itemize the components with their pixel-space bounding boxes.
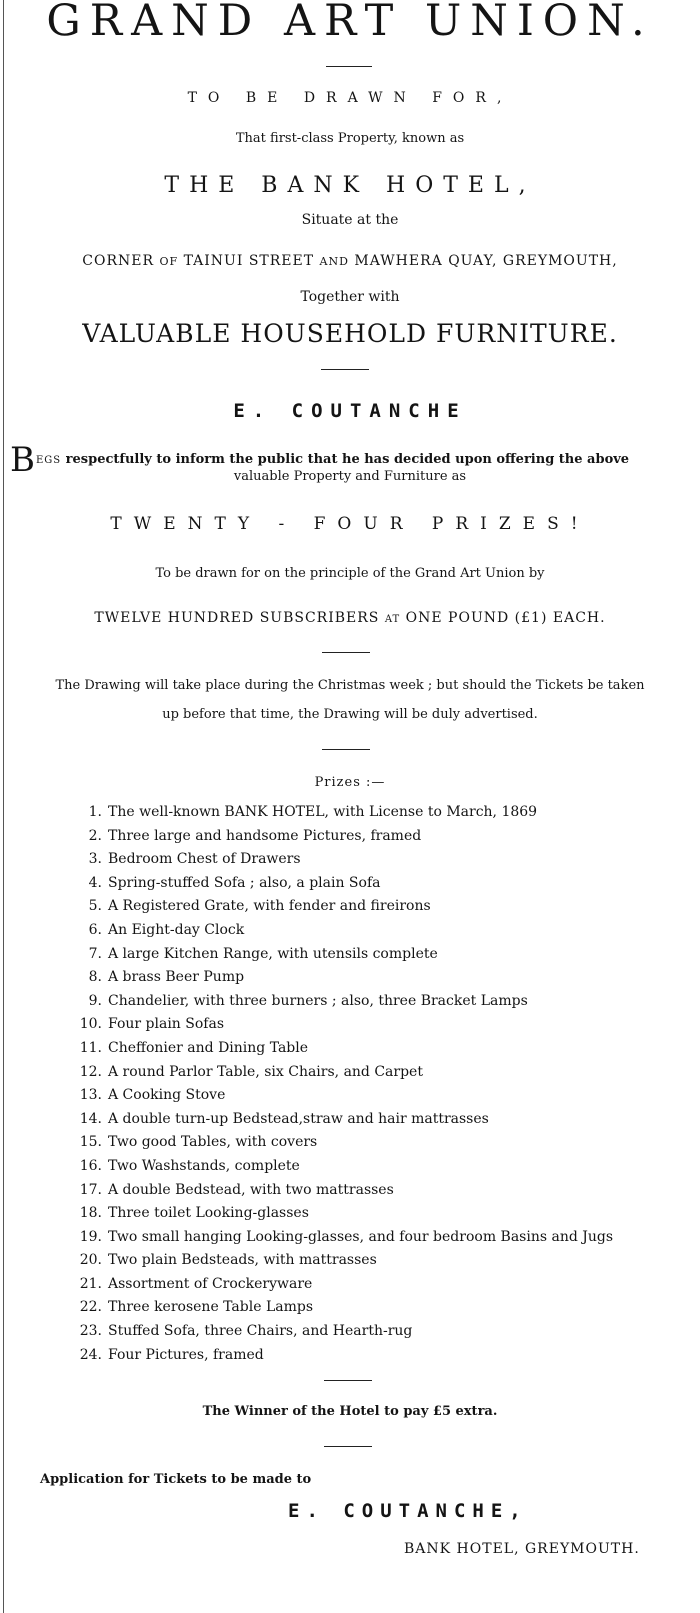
divider xyxy=(326,66,372,67)
prize-number: 19. xyxy=(79,1228,102,1245)
prize-text: Bedroom Chest of Drawers xyxy=(108,851,301,868)
divider xyxy=(324,1380,372,1381)
prize-text: A round Parlor Table, six Chairs, and Carpet xyxy=(108,1063,423,1080)
signature-address: BANK HOTEL, GREYMOUTH. xyxy=(404,1541,640,1557)
prize-text: A large Kitchen Range, with utensils complete xyxy=(108,945,438,962)
prize-text: Two Washstands, complete xyxy=(108,1157,300,1174)
intro-text: respectfully to inform the public that he has decided upon offering the above xyxy=(61,452,630,467)
prize-number: 2. xyxy=(88,827,102,844)
prize-item xyxy=(70,1320,613,1344)
prize-item xyxy=(70,1296,613,1320)
prize-text: Three large and handsome Pictures, framed xyxy=(108,827,422,844)
prize-item xyxy=(70,1179,613,1203)
prize-text: A Cooking Stove xyxy=(108,1087,226,1104)
prize-number: 11. xyxy=(79,1039,102,1056)
prize-number: 21. xyxy=(79,1275,102,1292)
hotel-name: THE BANK HOTEL, xyxy=(164,173,536,198)
drop-cap: B xyxy=(10,440,35,480)
prize-text: The well-known BANK HOTEL, with License to March, 1869 xyxy=(108,804,538,820)
prize-text: Cheffonier and Dining Table xyxy=(108,1039,309,1056)
first-class-line: That first-class Property, known as xyxy=(235,131,465,146)
prize-item xyxy=(70,1202,613,1226)
together-line: Together with xyxy=(300,289,400,305)
prize-item xyxy=(70,1226,613,1250)
subscribers-part: ONE POUND (£1) EACH. xyxy=(405,610,606,626)
prize-number: 10. xyxy=(79,1016,102,1033)
prize-item xyxy=(70,1084,613,1108)
drawing-notice-line: The Drawing will take place during the Christmas week ; but should the Tickets be taken xyxy=(55,678,645,693)
prize-text: A Registered Grate, with fender and fireirons xyxy=(108,898,431,915)
application-line: Application for Tickets to be made to xyxy=(40,1472,312,1487)
prize-item xyxy=(70,872,613,896)
prize-item xyxy=(70,966,613,990)
prizes-heading: Prizes :— xyxy=(314,775,386,790)
left-column-rule xyxy=(3,0,4,1613)
subscribers-part: TWELVE HUNDRED SUBSCRIBERS xyxy=(94,610,380,626)
valuable-line: valuable Property and Furniture as xyxy=(233,469,467,484)
prize-number: 8. xyxy=(88,969,102,986)
prize-list xyxy=(70,801,613,1367)
prize-number: 3. xyxy=(88,851,102,868)
divider xyxy=(322,749,370,750)
prize-text: Three toilet Looking-glasses xyxy=(108,1205,309,1222)
prize-text: A double Bedstead, with two mattrasses xyxy=(108,1181,394,1198)
prize-item xyxy=(70,1155,613,1179)
divider xyxy=(324,1446,372,1447)
prize-item xyxy=(70,1131,613,1155)
prize-item xyxy=(70,1061,613,1085)
prize-text: Two plain Bedsteads, with mattrasses xyxy=(108,1252,377,1269)
prize-text: Assortment of Crockeryware xyxy=(108,1275,313,1292)
prize-number: 23. xyxy=(79,1323,102,1340)
prize-item xyxy=(70,801,613,825)
prize-text: Four plain Sofas xyxy=(108,1016,224,1033)
prize-number: 20. xyxy=(79,1252,102,1269)
principle-line: To be drawn for on the principle of the Grand Art Union by xyxy=(155,566,545,581)
prize-item xyxy=(70,895,613,919)
address-part: MAWHERA QUAY, GREYMOUTH, xyxy=(354,253,618,269)
address-part: CORNER xyxy=(82,253,155,269)
prize-number: 5. xyxy=(88,898,102,915)
address-connector: OF xyxy=(159,255,179,268)
prize-text: A brass Beer Pump xyxy=(108,969,245,986)
prize-text: Two small hanging Looking-glasses, and four bedroom Basins and Jugs xyxy=(108,1228,614,1245)
prize-item xyxy=(70,1249,613,1273)
address-part: TAINUI STREET xyxy=(183,253,315,269)
prize-number: 12. xyxy=(79,1063,102,1080)
drawing-notice-line: up before that time, the Drawing will be duly advertised. xyxy=(162,707,538,722)
prize-number: 1. xyxy=(88,804,102,820)
prize-text: Stuffed Sofa, three Chairs, and Hearth-rug xyxy=(108,1323,413,1340)
prize-number: 14. xyxy=(79,1110,102,1127)
prizes-count-heading: TWENTY - FOUR PRIZES! xyxy=(110,514,590,534)
signature-name: E. COUTANCHE, xyxy=(288,1500,528,1522)
prize-item xyxy=(70,1013,613,1037)
prize-number: 13. xyxy=(79,1087,102,1104)
prize-number: 22. xyxy=(79,1299,102,1316)
prize-number: 17. xyxy=(79,1181,102,1198)
prize-number: 15. xyxy=(79,1134,102,1151)
subscribers-connector: AT xyxy=(384,614,401,625)
prize-item xyxy=(70,848,613,872)
prize-text: Three kerosene Table Lamps xyxy=(108,1299,314,1316)
prize-text: A double turn-up Bedstead,straw and hair mattrasses xyxy=(108,1110,489,1127)
furniture-heading: VALUABLE HOUSEHOLD FURNITURE. xyxy=(82,319,618,348)
prize-item xyxy=(70,1037,613,1061)
prize-text: Two good Tables, with covers xyxy=(108,1134,318,1151)
address-connector: AND xyxy=(319,255,349,268)
prize-item xyxy=(70,990,613,1014)
prize-number: 24. xyxy=(79,1346,102,1363)
prize-item xyxy=(70,919,613,943)
address-line xyxy=(0,253,700,269)
prize-number: 4. xyxy=(88,874,102,891)
prize-text: An Eight-day Clock xyxy=(108,921,245,938)
prize-text: Spring-stuffed Sofa ; also, a plain Sofa xyxy=(108,874,381,891)
to-be-drawn-line: TO BE DRAWN FOR, xyxy=(187,90,513,106)
prize-text: Chandelier, with three burners ; also, three Bracket Lamps xyxy=(108,992,528,1009)
divider xyxy=(321,369,369,370)
prize-number: 16. xyxy=(79,1157,102,1174)
prize-number: 7. xyxy=(88,945,102,962)
prize-item xyxy=(70,1108,613,1132)
situate-line: Situate at the xyxy=(301,212,399,228)
subscribers-line xyxy=(0,610,700,626)
intro-caps: EGS xyxy=(36,455,62,466)
winner-note: The Winner of the Hotel to pay £5 extra. xyxy=(202,1404,498,1419)
prize-item xyxy=(70,1273,613,1297)
prize-number: 6. xyxy=(88,921,102,938)
prize-number: 18. xyxy=(79,1205,102,1222)
proprietor-name: E. COUTANCHE xyxy=(233,400,467,422)
prize-number: 9. xyxy=(88,992,102,1009)
prize-item xyxy=(70,943,613,967)
divider xyxy=(322,652,370,653)
prize-text: Four Pictures, framed xyxy=(108,1346,264,1363)
advertisement-title: GRAND ART UNION. xyxy=(46,0,654,46)
prize-item xyxy=(70,1344,613,1368)
prize-item xyxy=(70,825,613,849)
